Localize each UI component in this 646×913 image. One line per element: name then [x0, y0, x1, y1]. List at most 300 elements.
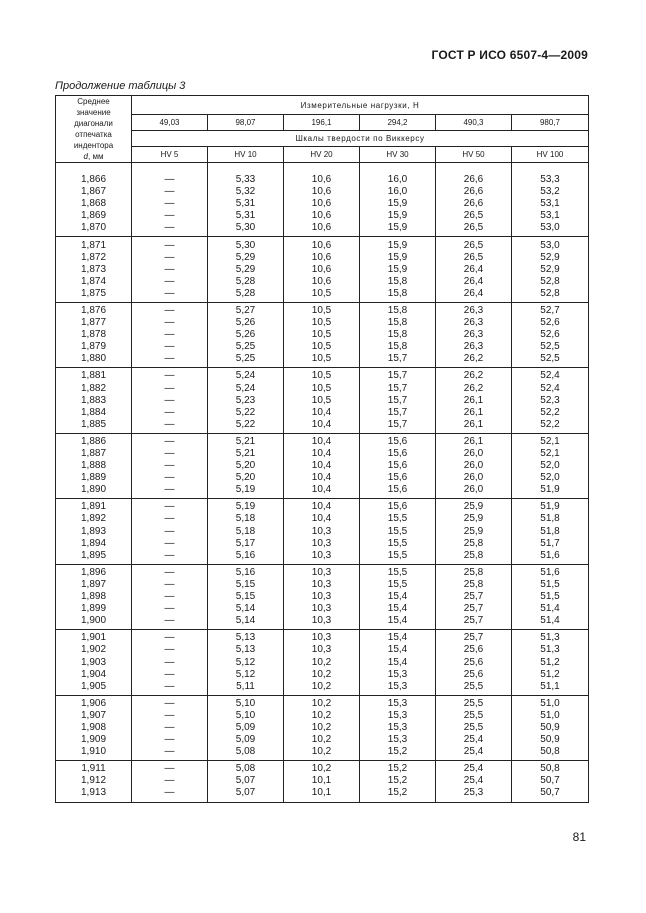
hardness-cell: 15,4: [360, 615, 436, 630]
hardness-cell: 25,9: [436, 499, 512, 514]
hardness-cell: 51,8: [512, 513, 589, 525]
hardness-cell: 15,2: [360, 761, 436, 776]
hardness-cell: 10,6: [284, 276, 360, 288]
diagonal-cell: 1,896: [56, 564, 132, 579]
hardness-cell: 5,19: [208, 499, 284, 514]
table-row: [56, 499, 589, 514]
load-cell: 196,1: [284, 115, 360, 131]
hardness-cell: 5,30: [208, 222, 284, 237]
hardness-cell: 51,4: [512, 615, 589, 630]
hardness-cell: 5,22: [208, 407, 284, 419]
hardness-cell: 25,8: [436, 579, 512, 591]
hardness-cell: 5,27: [208, 302, 284, 317]
hardness-cell: 10,6: [284, 186, 360, 198]
hardness-cell: 10,1: [284, 787, 360, 802]
hardness-cell: 52,0: [512, 460, 589, 472]
row-group: [56, 433, 589, 498]
table-row: [56, 419, 589, 434]
table-row: [56, 395, 589, 407]
hardness-cell: 26,5: [436, 210, 512, 222]
diagonal-cell: 1,902: [56, 644, 132, 656]
hardness-cell: —: [132, 186, 208, 198]
diagonal-cell: 1,906: [56, 695, 132, 710]
table-row: [56, 264, 589, 276]
diagonal-cell: 1,888: [56, 460, 132, 472]
hardness-cell: 10,3: [284, 630, 360, 645]
row-group: [56, 564, 589, 629]
hardness-cell: —: [132, 448, 208, 460]
hardness-cell: 10,4: [284, 407, 360, 419]
hardness-cell: 10,5: [284, 368, 360, 383]
hardness-cell: 10,3: [284, 526, 360, 538]
header-spacer: [56, 163, 589, 173]
hardness-cell: 10,5: [284, 329, 360, 341]
hardness-cell: 26,0: [436, 484, 512, 499]
hardness-cell: 5,31: [208, 210, 284, 222]
hardness-cell: 10,6: [284, 210, 360, 222]
table-row: [56, 353, 589, 368]
hardness-cell: 51,6: [512, 564, 589, 579]
diagonal-cell: 1,904: [56, 669, 132, 681]
hardness-cell: 5,28: [208, 288, 284, 303]
hardness-cell: 10,2: [284, 722, 360, 734]
table-row: [56, 538, 589, 550]
hardness-cell: 5,25: [208, 341, 284, 353]
diag-line: диагонали: [74, 119, 113, 128]
hardness-cell: 5,26: [208, 329, 284, 341]
diagonal-cell: 1,894: [56, 538, 132, 550]
hardness-cell: 15,2: [360, 787, 436, 802]
hardness-cell: 25,6: [436, 644, 512, 656]
hardness-cell: 15,5: [360, 513, 436, 525]
hardness-cell: 15,3: [360, 669, 436, 681]
table-row: [56, 603, 589, 615]
hardness-cell: —: [132, 746, 208, 761]
hardness-cell: 15,8: [360, 341, 436, 353]
hardness-cell: 26,4: [436, 288, 512, 303]
diag-line: значение: [76, 108, 111, 117]
hardness-cell: 51,2: [512, 669, 589, 681]
hardness-cell: 15,9: [360, 210, 436, 222]
hardness-cell: 52,2: [512, 419, 589, 434]
hardness-cell: 15,5: [360, 538, 436, 550]
diag-unit-symbol: d: [83, 152, 88, 161]
hardness-cell: 5,12: [208, 669, 284, 681]
hardness-cell: —: [132, 499, 208, 514]
hardness-cell: 15,4: [360, 644, 436, 656]
scales-title: Шкалы твердости по Виккерсу: [132, 131, 589, 147]
hardness-cell: 53,1: [512, 210, 589, 222]
scale-cell: HV 100: [512, 147, 589, 163]
hardness-cell: 26,5: [436, 237, 512, 252]
hardness-cell: 26,2: [436, 383, 512, 395]
hardness-cell: 26,6: [436, 186, 512, 198]
hardness-cell: 15,4: [360, 603, 436, 615]
hardness-cell: 10,4: [284, 419, 360, 434]
diagonal-cell: 1,895: [56, 550, 132, 565]
hardness-cell: —: [132, 695, 208, 710]
hardness-cell: —: [132, 317, 208, 329]
load-cell: 294,2: [360, 115, 436, 131]
hardness-cell: 52,4: [512, 383, 589, 395]
hardness-cell: 15,5: [360, 579, 436, 591]
loads-title: Измерительные нагрузки, Н: [132, 96, 589, 115]
hardness-cell: 26,5: [436, 222, 512, 237]
hardness-cell: 25,5: [436, 710, 512, 722]
hardness-cell: 25,9: [436, 526, 512, 538]
hardness-cell: 10,3: [284, 644, 360, 656]
diagonal-cell: 1,868: [56, 198, 132, 210]
hardness-cell: 51,1: [512, 681, 589, 696]
hardness-cell: 10,5: [284, 317, 360, 329]
hardness-cell: 10,3: [284, 579, 360, 591]
diag-unit: , мм: [88, 152, 104, 161]
hardness-cell: 10,2: [284, 656, 360, 668]
hardness-cell: 15,3: [360, 681, 436, 696]
scale-cell: HV 20: [284, 147, 360, 163]
hardness-cell: 15,6: [360, 460, 436, 472]
hardness-cell: 10,4: [284, 499, 360, 514]
hardness-cell: 26,1: [436, 433, 512, 448]
hardness-cell: —: [132, 775, 208, 787]
hardness-cell: 25,5: [436, 722, 512, 734]
table-row: [56, 341, 589, 353]
diagonal-cell: 1,880: [56, 353, 132, 368]
hardness-cell: 10,3: [284, 550, 360, 565]
table-row: [56, 722, 589, 734]
hardness-cell: 15,6: [360, 448, 436, 460]
diagonal-cell: 1,881: [56, 368, 132, 383]
hardness-cell: 5,33: [208, 172, 284, 186]
hardness-cell: 10,6: [284, 198, 360, 210]
hardness-cell: 10,3: [284, 538, 360, 550]
hardness-cell: 50,9: [512, 734, 589, 746]
diagonal-cell: 1,883: [56, 395, 132, 407]
hardness-cell: 26,3: [436, 317, 512, 329]
hardness-cell: 10,6: [284, 237, 360, 252]
hardness-cell: 10,5: [284, 302, 360, 317]
hardness-cell: 5,19: [208, 484, 284, 499]
hardness-cell: 53,3: [512, 172, 589, 186]
hardness-cell: 25,7: [436, 591, 512, 603]
hardness-cell: 5,21: [208, 448, 284, 460]
hardness-cell: 51,7: [512, 538, 589, 550]
row-group: [56, 499, 589, 564]
diagonal-cell: 1,889: [56, 472, 132, 484]
hardness-cell: 26,0: [436, 472, 512, 484]
hardness-cell: —: [132, 407, 208, 419]
table-row: [56, 172, 589, 186]
hardness-cell: —: [132, 513, 208, 525]
hardness-cell: —: [132, 644, 208, 656]
diagonal-cell: 1,873: [56, 264, 132, 276]
hardness-cell: —: [132, 341, 208, 353]
hardness-cell: 15,9: [360, 198, 436, 210]
hardness-cell: 15,9: [360, 237, 436, 252]
hardness-cell: 10,1: [284, 775, 360, 787]
hardness-cell: —: [132, 550, 208, 565]
hardness-cell: 52,3: [512, 395, 589, 407]
hardness-cell: 15,8: [360, 329, 436, 341]
hardness-cell: 5,13: [208, 630, 284, 645]
hardness-cell: —: [132, 353, 208, 368]
diag-line: Среднее: [77, 97, 110, 106]
hardness-cell: 52,7: [512, 302, 589, 317]
hardness-cell: 15,9: [360, 264, 436, 276]
diagonal-cell: 1,900: [56, 615, 132, 630]
hardness-cell: 15,5: [360, 550, 436, 565]
hardness-cell: 10,6: [284, 222, 360, 237]
hardness-cell: —: [132, 433, 208, 448]
row-group: [56, 172, 589, 237]
hardness-cell: 26,3: [436, 302, 512, 317]
table-row: [56, 383, 589, 395]
table-row: [56, 669, 589, 681]
hardness-cell: 26,1: [436, 407, 512, 419]
hardness-table: [55, 95, 589, 803]
diagonal-cell: 1,899: [56, 603, 132, 615]
hardness-cell: 10,3: [284, 591, 360, 603]
hardness-cell: 10,6: [284, 252, 360, 264]
hardness-cell: 5,29: [208, 264, 284, 276]
hardness-cell: 5,16: [208, 564, 284, 579]
diagonal-cell: 1,912: [56, 775, 132, 787]
hardness-cell: 5,14: [208, 603, 284, 615]
row-group: [56, 302, 589, 367]
hardness-cell: 5,07: [208, 775, 284, 787]
hardness-cell: 10,6: [284, 172, 360, 186]
hardness-cell: 10,2: [284, 734, 360, 746]
hardness-cell: —: [132, 198, 208, 210]
hardness-cell: —: [132, 630, 208, 645]
scale-cell: HV 30: [360, 147, 436, 163]
hardness-cell: —: [132, 264, 208, 276]
hardness-cell: —: [132, 669, 208, 681]
hardness-cell: 16,0: [360, 172, 436, 186]
diagonal-cell: 1,901: [56, 630, 132, 645]
hardness-cell: —: [132, 734, 208, 746]
hardness-cell: 10,2: [284, 710, 360, 722]
table-head: [56, 96, 589, 173]
table-row: [56, 484, 589, 499]
hardness-cell: 5,08: [208, 761, 284, 776]
hardness-cell: 25,7: [436, 630, 512, 645]
table-row: [56, 288, 589, 303]
hardness-cell: 5,32: [208, 186, 284, 198]
hardness-cell: 51,5: [512, 579, 589, 591]
hardness-cell: 10,4: [284, 448, 360, 460]
hardness-cell: 15,6: [360, 499, 436, 514]
load-cell: 490,3: [436, 115, 512, 131]
diagonal-cell: 1,874: [56, 276, 132, 288]
diagonal-cell: 1,879: [56, 341, 132, 353]
hardness-cell: 52,9: [512, 264, 589, 276]
diagonal-cell: 1,892: [56, 513, 132, 525]
hardness-cell: 51,6: [512, 550, 589, 565]
hardness-cell: —: [132, 526, 208, 538]
hardness-cell: 25,8: [436, 550, 512, 565]
table-row: [56, 210, 589, 222]
table-row: [56, 276, 589, 288]
table-row: [56, 329, 589, 341]
hardness-cell: 5,20: [208, 472, 284, 484]
hardness-cell: 51,9: [512, 499, 589, 514]
hardness-cell: 15,3: [360, 710, 436, 722]
hardness-cell: 25,9: [436, 513, 512, 525]
table-row: [56, 656, 589, 668]
diagonal-cell: 1,891: [56, 499, 132, 514]
hardness-cell: 5,25: [208, 353, 284, 368]
diagonal-cell: 1,897: [56, 579, 132, 591]
hardness-cell: 50,8: [512, 761, 589, 776]
hardness-cell: 5,20: [208, 460, 284, 472]
hardness-cell: 10,5: [284, 341, 360, 353]
diagonal-cell: 1,909: [56, 734, 132, 746]
hardness-cell: 50,7: [512, 787, 589, 802]
row-group: [56, 695, 589, 760]
hardness-cell: 5,09: [208, 722, 284, 734]
hardness-cell: —: [132, 538, 208, 550]
hardness-cell: —: [132, 472, 208, 484]
hardness-cell: —: [132, 302, 208, 317]
hardness-cell: 15,5: [360, 526, 436, 538]
hardness-cell: 51,5: [512, 591, 589, 603]
hardness-cell: —: [132, 252, 208, 264]
hardness-cell: 15,8: [360, 276, 436, 288]
hardness-cell: —: [132, 681, 208, 696]
hardness-cell: —: [132, 383, 208, 395]
hardness-cell: 50,7: [512, 775, 589, 787]
hardness-cell: 52,0: [512, 472, 589, 484]
hardness-cell: 26,6: [436, 198, 512, 210]
hardness-cell: 10,3: [284, 564, 360, 579]
hardness-cell: —: [132, 419, 208, 434]
table-row: [56, 222, 589, 237]
table-row: [56, 734, 589, 746]
hardness-cell: 5,22: [208, 419, 284, 434]
hardness-cell: —: [132, 761, 208, 776]
hardness-cell: 10,6: [284, 264, 360, 276]
table-row: [56, 433, 589, 448]
table-row: [56, 368, 589, 383]
load-cell: 980,7: [512, 115, 589, 131]
table-row: [56, 761, 589, 776]
hardness-cell: 52,1: [512, 433, 589, 448]
hardness-cell: 25,7: [436, 615, 512, 630]
hardness-cell: 15,7: [360, 353, 436, 368]
hardness-cell: 26,1: [436, 419, 512, 434]
table-row: [56, 472, 589, 484]
hardness-cell: 53,0: [512, 237, 589, 252]
hardness-cell: 5,11: [208, 681, 284, 696]
hardness-cell: 15,7: [360, 407, 436, 419]
hardness-cell: 25,4: [436, 761, 512, 776]
hardness-cell: 26,2: [436, 368, 512, 383]
table-row: [56, 644, 589, 656]
hardness-cell: 52,8: [512, 288, 589, 303]
hardness-cell: 15,9: [360, 222, 436, 237]
hardness-cell: 10,2: [284, 746, 360, 761]
hardness-cell: 51,8: [512, 526, 589, 538]
hardness-cell: 10,2: [284, 695, 360, 710]
hardness-cell: 5,24: [208, 368, 284, 383]
hardness-cell: —: [132, 722, 208, 734]
table-row: [56, 407, 589, 419]
hardness-cell: 10,2: [284, 761, 360, 776]
hardness-cell: —: [132, 579, 208, 591]
hardness-cell: —: [132, 329, 208, 341]
hardness-cell: 53,2: [512, 186, 589, 198]
diagonal-cell: 1,885: [56, 419, 132, 434]
hardness-cell: —: [132, 395, 208, 407]
hardness-cell: 10,3: [284, 615, 360, 630]
table-row: [56, 237, 589, 252]
hardness-cell: 15,6: [360, 433, 436, 448]
hardness-cell: 15,4: [360, 630, 436, 645]
hardness-cell: 10,2: [284, 681, 360, 696]
hardness-cell: —: [132, 460, 208, 472]
hardness-cell: 52,6: [512, 317, 589, 329]
table-row: [56, 198, 589, 210]
row-group: [56, 368, 589, 433]
row-group: [56, 630, 589, 695]
diagonal-cell: 1,911: [56, 761, 132, 776]
hardness-cell: 53,1: [512, 198, 589, 210]
hardness-cell: 26,3: [436, 341, 512, 353]
hardness-cell: —: [132, 172, 208, 186]
hardness-cell: 5,15: [208, 579, 284, 591]
hardness-cell: 25,4: [436, 775, 512, 787]
hardness-cell: 15,4: [360, 591, 436, 603]
diagonal-cell: 1,893: [56, 526, 132, 538]
table-row: [56, 564, 589, 579]
hardness-cell: 52,8: [512, 276, 589, 288]
hardness-cell: 15,4: [360, 656, 436, 668]
hardness-cell: 26,2: [436, 353, 512, 368]
hardness-cell: 51,0: [512, 695, 589, 710]
table-row: [56, 526, 589, 538]
hardness-cell: 5,12: [208, 656, 284, 668]
diagonal-cell: 1,886: [56, 433, 132, 448]
hardness-cell: —: [132, 237, 208, 252]
hardness-cell: 25,4: [436, 734, 512, 746]
diagonal-cell: 1,905: [56, 681, 132, 696]
hardness-cell: 10,3: [284, 603, 360, 615]
diagonal-cell: 1,898: [56, 591, 132, 603]
table-row: [56, 615, 589, 630]
hardness-cell: 51,3: [512, 644, 589, 656]
hardness-cell: 10,2: [284, 669, 360, 681]
row-group: [56, 761, 589, 802]
hardness-cell: 5,21: [208, 433, 284, 448]
hardness-cell: 52,4: [512, 368, 589, 383]
hardness-cell: 25,4: [436, 746, 512, 761]
table-caption: Продолжение таблицы 3: [55, 80, 186, 92]
hardness-cell: —: [132, 603, 208, 615]
hardness-cell: 15,3: [360, 722, 436, 734]
diagonal-cell: 1,882: [56, 383, 132, 395]
hardness-cell: 15,7: [360, 395, 436, 407]
hardness-cell: 15,7: [360, 383, 436, 395]
hardness-cell: 26,4: [436, 264, 512, 276]
hardness-cell: 25,5: [436, 681, 512, 696]
hardness-cell: 5,18: [208, 526, 284, 538]
hardness-cell: 51,2: [512, 656, 589, 668]
hardness-cell: 15,3: [360, 734, 436, 746]
hardness-cell: 15,9: [360, 252, 436, 264]
hardness-cell: 26,6: [436, 172, 512, 186]
hardness-cell: 10,4: [284, 433, 360, 448]
